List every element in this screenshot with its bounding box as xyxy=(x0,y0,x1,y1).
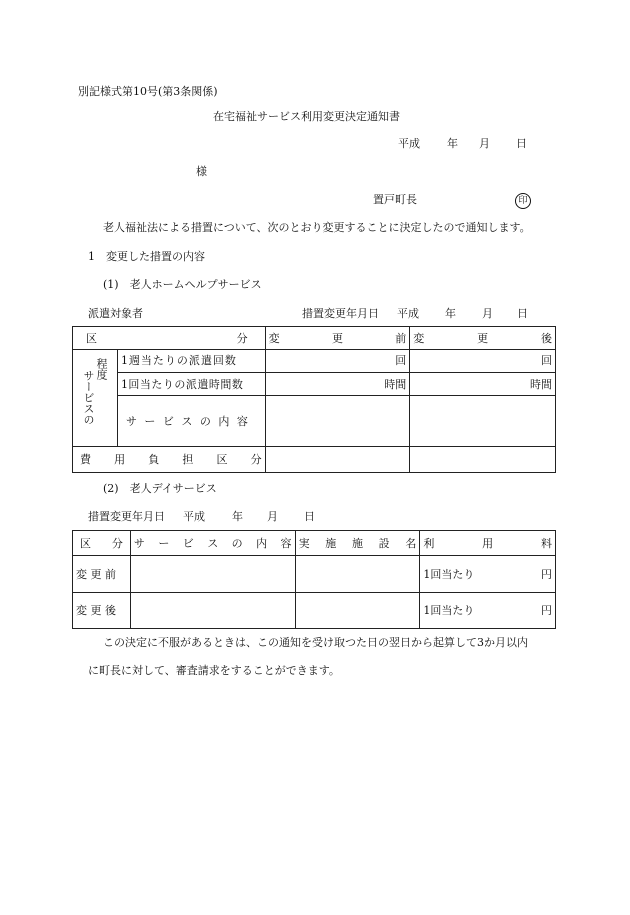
addressee-suffix: 様 xyxy=(196,165,207,178)
date-year: 年 xyxy=(447,137,458,150)
change-date2-month: 月 xyxy=(267,510,278,523)
table1-header-before: 変 更 前 xyxy=(265,327,410,350)
table2-before-facility xyxy=(295,556,420,593)
table1-cost-before xyxy=(265,447,410,473)
table2-row-after xyxy=(73,593,556,629)
table2-header-facility: 実 施 施 設 名 xyxy=(295,531,420,556)
table1-header-kubun: 区 分 xyxy=(73,327,266,350)
table2-header-service: サ ー ビ ス の 内 容 xyxy=(130,531,295,556)
day-service-table xyxy=(72,530,556,629)
table1-content-before xyxy=(265,396,410,447)
change-date2-era: 平成 xyxy=(183,510,205,523)
table1-weekly-after: 回 xyxy=(410,350,556,373)
seal-mark: 印 xyxy=(515,193,531,209)
table1-weekly-label: 1週当たりの派遣回数 xyxy=(117,350,265,373)
table2-after-fee: 1回当たり 円 xyxy=(420,593,556,629)
table1-vertical-label: 程度 サービスの xyxy=(73,350,118,447)
table1-weekly-before: 回 xyxy=(265,350,410,373)
table1-hours-before: 時間 xyxy=(265,372,410,396)
table1-header-row xyxy=(73,327,556,350)
date-era: 平成 xyxy=(398,137,420,150)
change-date-month: 月 xyxy=(482,307,493,320)
home-help-table xyxy=(72,326,556,473)
sub-1-heading: (1) 老人ホームヘルプサービス xyxy=(103,278,262,291)
table2-before-label: 変 更 前 xyxy=(73,556,131,593)
table2-header-row xyxy=(73,531,556,556)
intro-text: 老人福祉法による措置について、次のとおり変更することに決定したので通知します。 xyxy=(103,221,531,234)
table2-after-facility xyxy=(295,593,420,629)
table1-cost-after xyxy=(410,447,556,473)
change-date-label: 措置変更年月日 xyxy=(302,307,379,320)
change-date-era: 平成 xyxy=(397,307,419,320)
change-date2-year: 年 xyxy=(232,510,243,523)
table2-after-service xyxy=(130,593,295,629)
table1-content-after xyxy=(410,396,556,447)
sub-2-heading: (2) 老人デイサービス xyxy=(103,482,217,495)
dispatch-label: 派遣対象者 xyxy=(88,307,143,320)
table2-header-kubun: 区 分 xyxy=(73,531,131,556)
change-date-year: 年 xyxy=(445,307,456,320)
notice-line-1: この決定に不服があるときは、この通知を受け取つた日の翌日から起算して3か月以内 xyxy=(103,636,528,649)
table1-content-label: サ ー ビ ス の 内 容 xyxy=(117,396,265,447)
table1-header-after: 変 更 後 xyxy=(410,327,556,350)
form-id: 別記様式第10号(第3条関係) xyxy=(78,85,218,98)
table1-hours-after: 時間 xyxy=(410,372,556,396)
notice-line-2: に町長に対して、審査請求をすることができます。 xyxy=(88,664,340,677)
table1-cost-label: 費 用 負 担 区 分 xyxy=(73,447,266,473)
table2-before-fee: 1回当たり 円 xyxy=(420,556,556,593)
table1-row-hours xyxy=(73,372,556,396)
table2-before-service xyxy=(130,556,295,593)
section-1-heading: 1 変更した措置の内容 xyxy=(88,250,205,263)
table1-row-weekly xyxy=(73,350,556,373)
change-date-day: 日 xyxy=(517,307,528,320)
table2-header-fee: 利 用 料 xyxy=(420,531,556,556)
issuer: 置戸町長 xyxy=(373,193,417,206)
table1-row-content xyxy=(73,396,556,447)
table1-row-cost xyxy=(73,447,556,473)
table2-row-before xyxy=(73,556,556,593)
change-date2-label: 措置変更年月日 xyxy=(88,510,165,523)
date-month: 月 xyxy=(479,137,490,150)
date-day: 日 xyxy=(516,137,527,150)
change-date2-day: 日 xyxy=(304,510,315,523)
document-title: 在宅福祉サービス利用変更決定通知書 xyxy=(213,110,400,123)
table2-after-label: 変 更 後 xyxy=(73,593,131,629)
table1-hours-label: 1回当たりの派遣時間数 xyxy=(117,372,265,396)
